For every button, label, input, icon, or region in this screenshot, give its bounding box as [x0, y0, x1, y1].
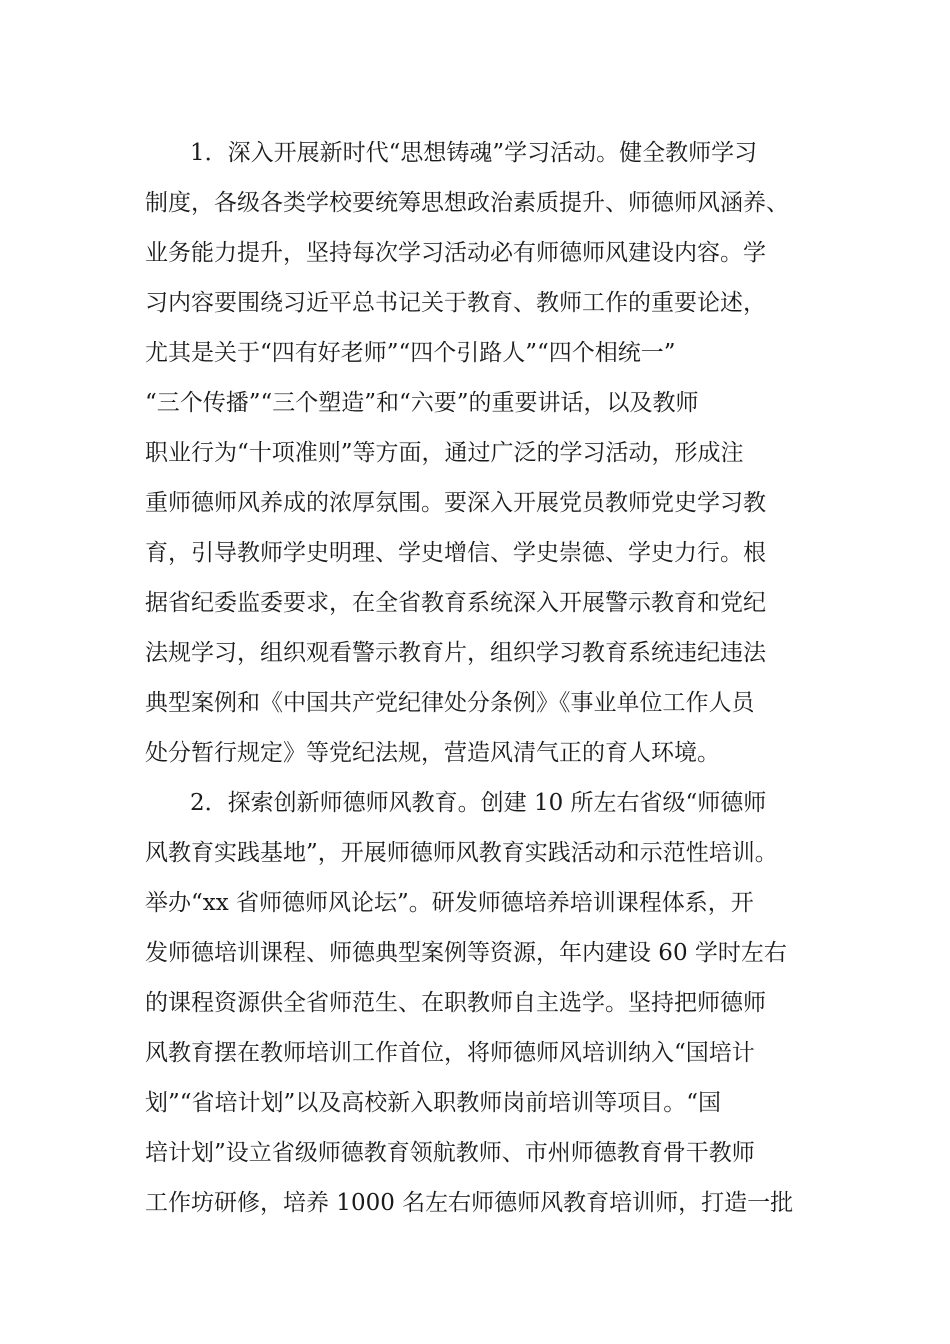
- paragraph-line: 1．深入开展新时代“思想铸魂”学习活动。健全教师学习: [190, 140, 758, 166]
- paragraph-line: 习内容要围绕习近平总书记关于教育、教师工作的重要论述，: [145, 290, 766, 316]
- paragraph-line: 制度，各级各类学校要统筹思想政治素质提升、师德师风涵养、: [145, 190, 789, 216]
- paragraph-line: 风教育实践基地”，开展师德师风教育实践活动和示范性培训。: [145, 840, 778, 866]
- paragraph-line: 法规学习，组织观看警示教育片，组织学习教育系统违纪违法: [145, 640, 766, 666]
- paragraph-line: “三个传播”“三个塑造”和“六要”的重要讲话，以及教师: [145, 390, 699, 416]
- paragraph-line: 职业行为“十项准则”等方面，通过广泛的学习活动，形成注: [145, 440, 744, 466]
- paragraph-line: 业务能力提升，坚持每次学习活动必有师德师风建设内容。学: [145, 240, 766, 266]
- paragraph-line: 重师德师风养成的浓厚氛围。要深入开展党员教师党史学习教: [145, 490, 766, 516]
- paragraph-line: 据省纪委监委要求，在全省教育系统深入开展警示教育和党纪: [145, 590, 766, 616]
- paragraph-line: 培计划”设立省级师德教育领航教师、市州师德教育骨干教师: [145, 1140, 755, 1166]
- paragraph-line: 的课程资源供全省师范生、在职教师自主选学。坚持把师德师: [145, 990, 766, 1016]
- paragraph-line: 2．探索创新师德师风教育。创建 10 所左右省级“师德师: [190, 790, 767, 816]
- paragraph-line: 举办“xx 省师德师风论坛”。研发师德培养培训课程体系，开: [145, 890, 754, 916]
- paragraph-line: 工作坊研修，培养 1000 名左右师德师风教育培训师，打造一批: [145, 1190, 794, 1216]
- paragraph-line: 风教育摆在教师培训工作首位，将师德师风培训纳入“国培计: [145, 1040, 755, 1066]
- paragraph-line: 处分暂行规定》等党纪法规，营造风清气正的育人环境。: [145, 740, 720, 766]
- paragraph-line: 尤其是关于“四有好老师”“四个引路人”“四个相统一”: [145, 340, 676, 366]
- paragraph-line: 划”“省培计划”以及高校新入职教师岗前培训等项目。“国: [145, 1090, 722, 1116]
- paragraph-line: 典型案例和《中国共产党纪律处分条例》《事业单位工作人员: [145, 690, 755, 716]
- paragraph-line: 发师德培训课程、师德典型案例等资源，年内建设 60 学时左右: [145, 940, 787, 966]
- paragraph-line: 育，引导教师学史明理、学史增信、学史崇德、学史力行。根: [145, 540, 766, 566]
